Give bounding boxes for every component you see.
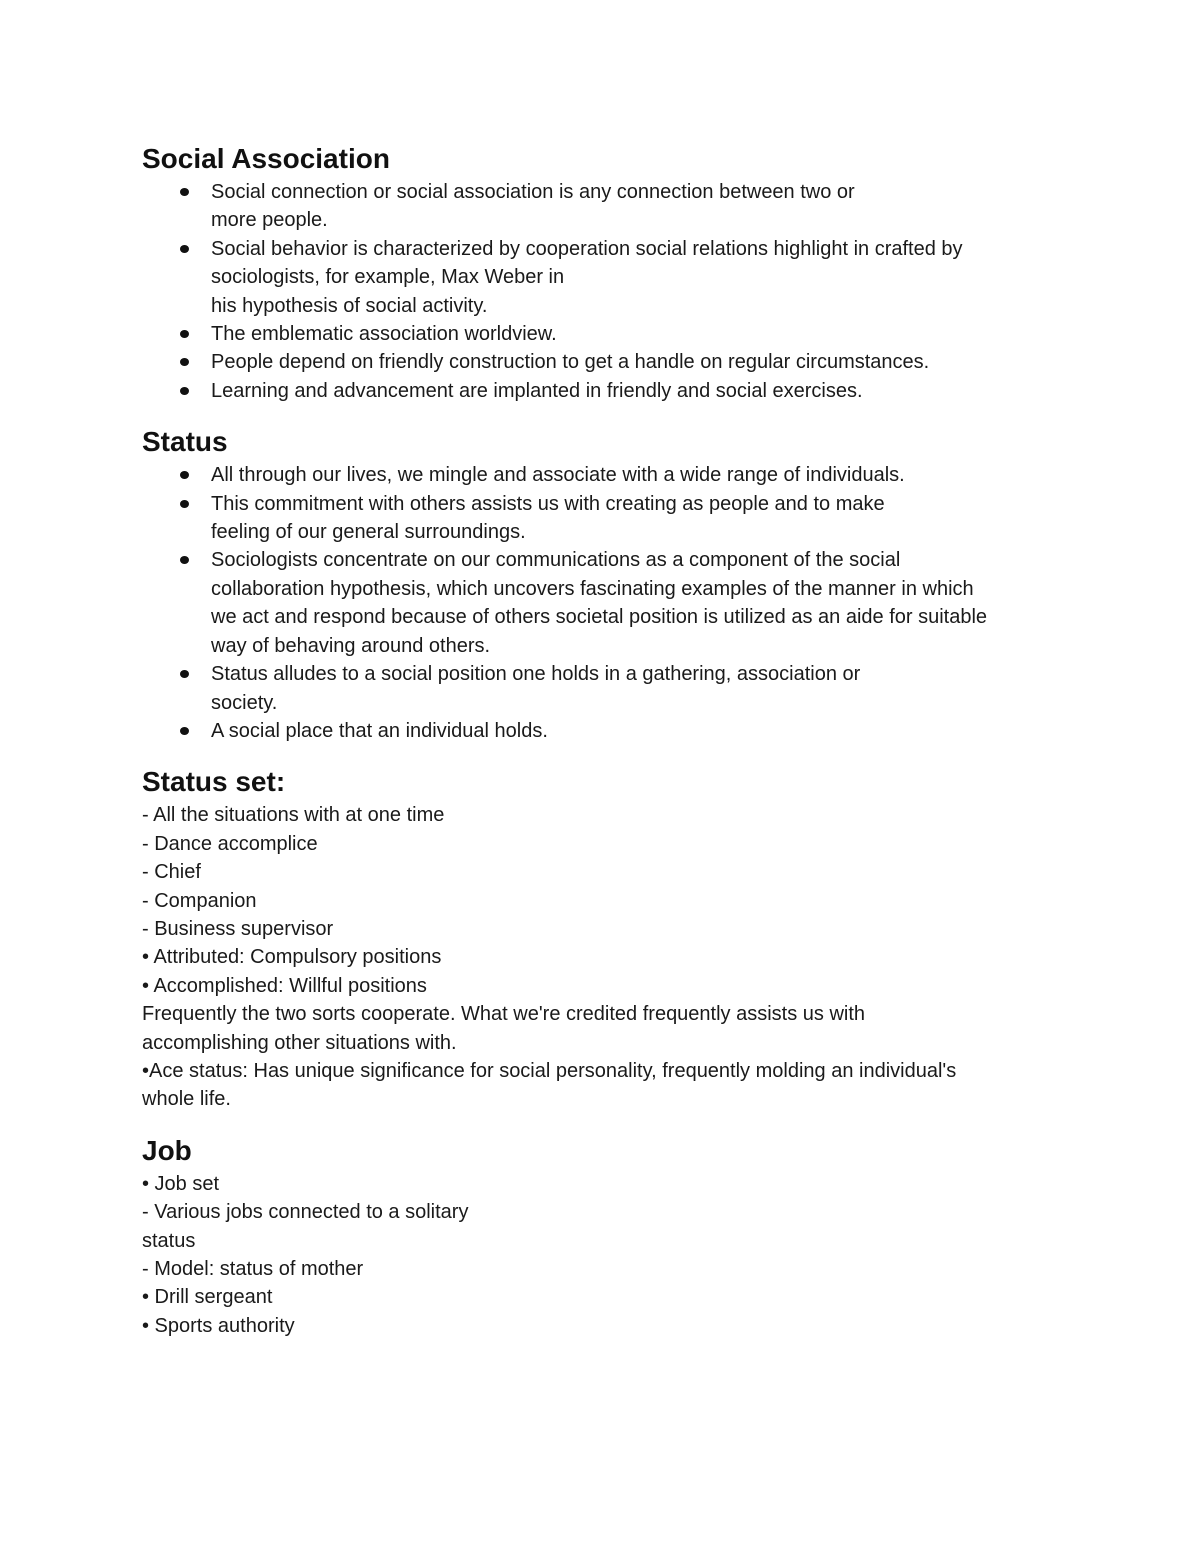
list-line: All through our lives, we mingle and associate with a wide range of individuals. [211, 464, 905, 487]
list-line: we act and respond because of others societal position is utilized as an aide for suitable [211, 606, 988, 629]
section-social-association [142, 140, 1072, 405]
list-line: feeling of our general surroundings. [211, 521, 526, 544]
list-item [142, 235, 1072, 320]
text-line: - Chief [142, 861, 201, 884]
text-line: - Model: status of mother [142, 1258, 364, 1280]
text-line: Frequently the two sorts cooperate. What we're credited frequently assists us with [142, 1003, 866, 1026]
bullet-icon [180, 330, 189, 338]
text-line: - Dance accomplice [142, 832, 318, 855]
text-line: - Companion [142, 889, 257, 912]
section-status-set [142, 763, 1072, 1113]
bullet-icon [180, 727, 189, 735]
bullet-icon [180, 188, 189, 196]
list-item [142, 320, 1072, 348]
list-line: Learning and advancement are implanted in friendly and social exercises. [211, 379, 863, 402]
list-line: People depend on friendly construction to get a handle on regular circumstances. [211, 351, 930, 374]
document-page [142, 140, 1072, 1340]
text-line: •Ace status: Has unique significance for social personality, frequently molding an individual's [142, 1059, 957, 1082]
bullet-icon [180, 471, 189, 479]
bullet-icon [180, 358, 189, 366]
heading-status-set: Status set: [142, 766, 286, 798]
text-line: accomplishing other situations with. [142, 1031, 457, 1054]
heading-job: Job [142, 1134, 192, 1166]
list-line: his hypothesis of social activity. [211, 294, 488, 317]
list-line: Sociologists concentrate on our communications as a component of the social [211, 549, 901, 572]
bullet-list [142, 178, 1072, 405]
text-line: • Accomplished: Willful positions [142, 974, 427, 997]
bullet-icon [180, 387, 189, 395]
list-line: This commitment with others assists us with creating as people and to make [211, 492, 885, 515]
list-line: A social place that an individual holds. [211, 719, 548, 742]
text-line: whole life. [142, 1088, 231, 1111]
text-line: - Various jobs connected to a solitary [142, 1201, 469, 1224]
section-status [142, 423, 1072, 745]
list-item [142, 377, 1072, 405]
list-line: collaboration hypothesis, which uncovers fascinating examples of the manner in which [211, 577, 974, 600]
text-line: status [142, 1229, 196, 1252]
text-line: • Sports authority [142, 1314, 295, 1337]
list-line: Social connection or social association is any connection between two or [211, 181, 855, 203]
list-line: way of behaving around others. [211, 634, 491, 657]
text-line: • Job set [142, 1172, 220, 1195]
text-line: • Attributed: Compulsory positions [142, 946, 442, 969]
text-line: • Drill sergeant [142, 1286, 273, 1309]
list-item [142, 546, 1072, 660]
heading-social-association: Social Association [142, 143, 390, 174]
bullet-list [142, 461, 1072, 745]
text-line: - All the situations with at one time [142, 804, 445, 827]
bullet-icon [180, 670, 189, 678]
bullet-icon [180, 556, 189, 564]
heading-status: Status [142, 426, 228, 458]
list-line: The emblematic association worldview. [211, 323, 557, 346]
bullet-icon [180, 500, 189, 508]
text-line: - Business supervisor [142, 917, 334, 940]
list-line: more people. [211, 209, 328, 232]
section-job [142, 1132, 1072, 1340]
list-item [142, 717, 1072, 745]
list-item [142, 490, 1072, 547]
list-line: society. [211, 691, 278, 714]
list-line: Social behavior is characterized by cooperation social relations highlight in crafted by [211, 237, 963, 260]
list-item [142, 348, 1072, 376]
list-line: Status alludes to a social position one holds in a gathering, association or [211, 663, 861, 686]
list-line: sociologists, for example, Max Weber in [211, 266, 565, 289]
list-item [142, 461, 1072, 489]
list-item [142, 660, 1072, 717]
bullet-icon [180, 245, 189, 253]
list-item [142, 178, 1072, 235]
